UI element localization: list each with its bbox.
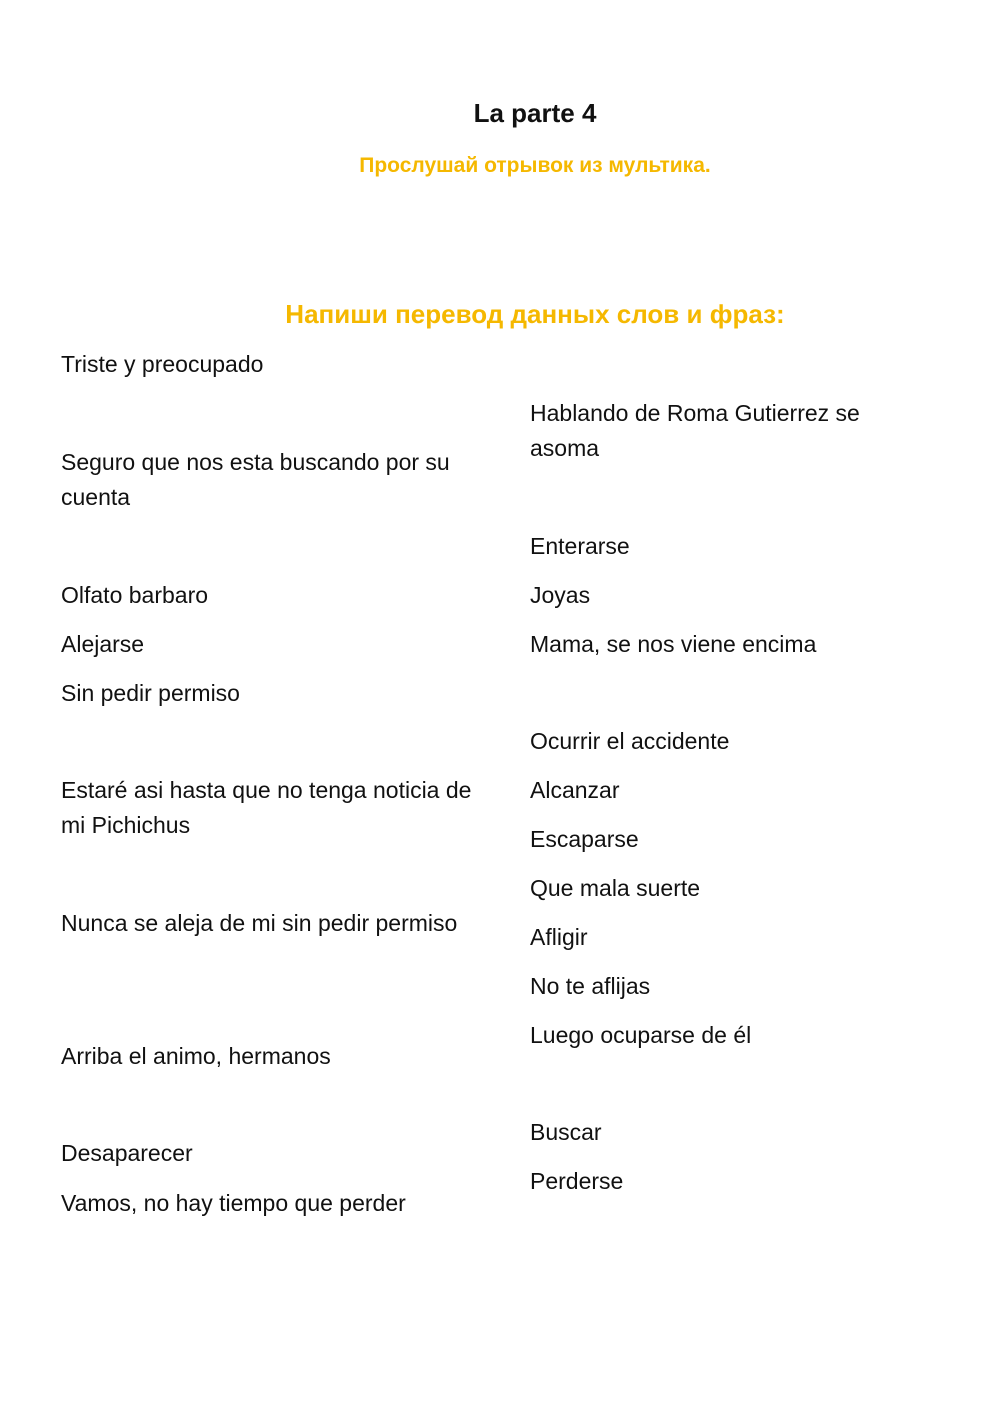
phrase-buscar: Buscar (530, 1119, 602, 1145)
phrase-sin-pedir-permiso: Sin pedir permiso (61, 680, 240, 706)
phrase-afligir: Afligir (530, 924, 588, 950)
phrase-enterarse: Enterarse (530, 533, 630, 559)
phrase-vamos-no-hay-tiempo: Vamos, no hay tiempo que perder (61, 1190, 406, 1216)
phrase-ocurrir-el-accidente: Ocurrir el accidente (530, 728, 730, 754)
phrase-alcanzar: Alcanzar (530, 777, 620, 803)
phrase-desaparecer: Desaparecer (61, 1140, 193, 1166)
phrase-escaparse: Escaparse (530, 826, 639, 852)
phrase-arriba-el-animo: Arriba el animo, hermanos (61, 1043, 331, 1069)
phrase-luego-ocuparse: Luego ocuparse de él (530, 1022, 752, 1048)
phrase-estare-asi: Estaré asi hasta que no tenga noticia de mi Pichichus (61, 777, 472, 838)
phrase-alejarse: Alejarse (61, 631, 145, 657)
phrase-seguro-que-nos-esta-buscando: Seguro que nos esta buscando por su cuenta (61, 449, 450, 510)
phrase-no-te-aflijas: No te aflijas (530, 973, 651, 999)
page-title: La parte 4 (473, 98, 597, 128)
phrase-mama-se-nos-viene: Mama, se nos viene encima (530, 631, 817, 657)
phrase-perderse: Perderse (530, 1168, 624, 1194)
listening-task: Прослушай отрывок из мультика. (359, 154, 711, 177)
phrase-joyas: Joyas (530, 582, 591, 608)
phrase-triste-y-preocupado: Triste y preocupado (61, 351, 264, 377)
phrase-hablando-de-roma: Hablando de Roma Gutierrez se asoma (530, 400, 860, 461)
phrase-olfato-barbaro: Olfato barbaro (61, 582, 209, 608)
translation-instruction: Напиши перевод данных слов и фраз: (285, 299, 785, 329)
phrase-nunca-se-aleja: Nunca se aleja de mi sin pedir permiso (61, 910, 458, 936)
phrase-que-mala-suerte: Que mala suerte (530, 875, 701, 901)
